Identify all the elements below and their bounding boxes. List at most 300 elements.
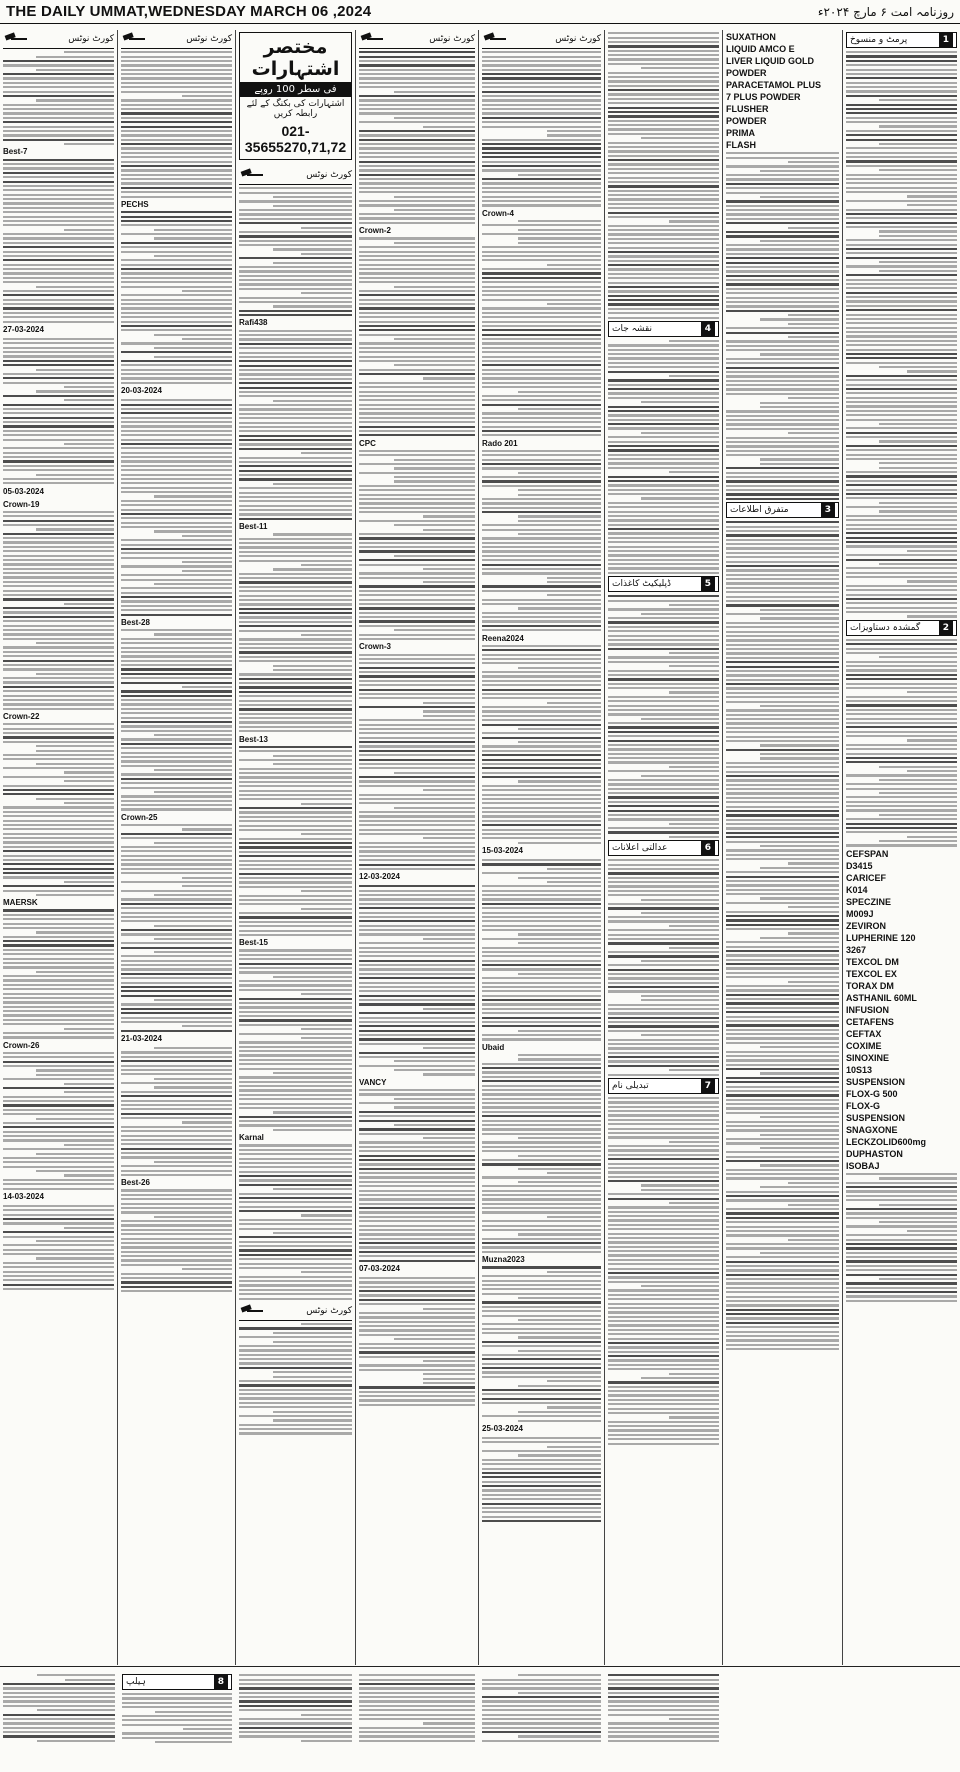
text-line <box>36 1069 114 1071</box>
text-line <box>482 754 601 756</box>
text-line <box>608 608 719 610</box>
text-line <box>121 268 232 270</box>
text-line <box>121 1286 232 1288</box>
text-line <box>359 178 475 180</box>
text-line <box>846 1256 957 1258</box>
text-line <box>482 1194 601 1196</box>
text-line <box>482 1468 601 1470</box>
text-line <box>726 985 839 987</box>
text-line <box>726 165 839 167</box>
text-line <box>846 392 957 394</box>
text-line <box>482 1345 601 1347</box>
text-line <box>121 161 232 163</box>
text-line <box>3 139 114 141</box>
text-line <box>239 1293 352 1295</box>
text-line <box>641 432 719 434</box>
text-line <box>182 877 232 879</box>
text-line <box>726 1107 839 1109</box>
text-line <box>760 1164 839 1166</box>
text-line <box>301 993 352 995</box>
text-line <box>64 780 114 782</box>
text-line <box>3 478 114 480</box>
text-line <box>726 924 839 926</box>
text-line <box>846 1186 957 1188</box>
text-line <box>669 925 719 927</box>
text-line <box>273 669 352 671</box>
text-line <box>482 1111 601 1113</box>
text-line <box>907 204 957 206</box>
text-line <box>608 111 719 113</box>
text-line <box>608 454 719 456</box>
text-line <box>121 178 232 180</box>
text-line <box>3 695 114 697</box>
text-line <box>359 134 475 136</box>
text-line <box>3 202 114 204</box>
text-line <box>608 124 719 126</box>
ad-box-phone: 021-35655270,71,72 <box>244 123 347 155</box>
text-line <box>359 785 475 787</box>
text-line <box>482 1511 601 1513</box>
text-line <box>846 471 957 473</box>
text-line <box>726 1247 839 1249</box>
text-line <box>608 41 719 43</box>
text-line <box>846 1182 957 1184</box>
text-line <box>394 117 475 119</box>
text-line <box>608 1272 719 1274</box>
text-line <box>359 590 475 592</box>
text-line <box>846 314 957 316</box>
text-line <box>608 810 719 812</box>
text-line <box>608 1206 719 1208</box>
text-line <box>359 594 475 596</box>
text-line <box>36 1240 114 1242</box>
text-line <box>239 555 352 557</box>
text-line <box>359 990 475 992</box>
text-line <box>726 530 839 532</box>
text-line <box>608 423 719 425</box>
text-line <box>3 1006 114 1008</box>
text-line <box>239 347 352 349</box>
text-line <box>359 599 475 601</box>
text-line <box>482 233 601 235</box>
product-name: CETAFENS <box>846 1016 894 1027</box>
text-line <box>482 121 601 123</box>
text-line <box>121 513 232 515</box>
text-line <box>518 942 601 944</box>
text-line <box>608 1052 719 1054</box>
text-line <box>608 1351 719 1353</box>
text-line <box>726 959 839 961</box>
text-line <box>608 506 719 508</box>
case-tag: Best-15 <box>239 938 268 948</box>
text-line <box>608 1338 719 1340</box>
text-line <box>3 664 114 666</box>
text-line <box>239 330 352 332</box>
text-line <box>760 1072 839 1074</box>
text-line <box>239 949 352 951</box>
text-line <box>239 1085 352 1087</box>
text-line <box>608 410 719 412</box>
text-line <box>359 454 475 456</box>
text-line <box>239 518 352 520</box>
product-name: FLUSHER <box>726 104 769 114</box>
text-line <box>547 594 601 596</box>
text-line <box>239 457 352 459</box>
text-line <box>121 651 232 653</box>
text-line <box>359 811 475 813</box>
text-line <box>3 404 114 406</box>
text-line <box>239 1327 352 1329</box>
text-line <box>121 522 232 524</box>
text-line <box>482 1485 601 1487</box>
text-line <box>846 652 957 654</box>
text-line <box>608 1692 719 1694</box>
text-line <box>846 726 957 728</box>
text-line <box>3 1157 114 1159</box>
text-line <box>359 947 475 949</box>
text-line <box>359 152 475 154</box>
text-line <box>846 1300 957 1302</box>
text-line <box>482 421 601 423</box>
text-line <box>518 1385 601 1387</box>
text-line <box>726 797 839 799</box>
text-line <box>726 1199 839 1201</box>
text-line <box>359 929 475 931</box>
text-line <box>36 1153 114 1155</box>
text-line <box>121 165 232 167</box>
text-line <box>121 920 232 922</box>
text-line <box>3 1262 114 1264</box>
text-line <box>239 297 352 299</box>
text-line <box>608 630 719 632</box>
text-line <box>608 1390 719 1392</box>
text-line <box>359 1150 475 1152</box>
text-line <box>239 1709 352 1711</box>
text-line <box>239 1358 352 1360</box>
text-line <box>608 229 719 231</box>
text-line <box>3 255 114 257</box>
text-line <box>3 846 114 848</box>
text-line <box>121 916 232 918</box>
text-line <box>608 964 719 966</box>
text-line <box>359 56 475 58</box>
text-line <box>3 86 114 88</box>
product-name: 10S13 <box>846 1064 873 1075</box>
text-line <box>482 1124 601 1126</box>
text-line <box>301 253 352 255</box>
text-line <box>359 303 475 305</box>
text-line <box>3 382 114 384</box>
text-line <box>482 1393 601 1395</box>
text-line <box>608 757 719 759</box>
text-line <box>154 347 232 349</box>
text-line <box>482 338 601 340</box>
text-line <box>3 1096 114 1098</box>
ad-box-title: مختصر اشتہارات <box>251 36 340 80</box>
text-line <box>482 426 601 428</box>
text-line <box>608 903 719 905</box>
text-line <box>239 1696 352 1698</box>
text-line <box>482 732 601 734</box>
text-line <box>359 1233 475 1235</box>
text-line <box>359 1404 475 1406</box>
text-line <box>726 521 839 523</box>
text-line <box>608 868 719 870</box>
text-line <box>669 471 719 473</box>
text-line <box>359 1159 475 1161</box>
product-name: SNAGXONE <box>846 1124 898 1135</box>
text-line <box>482 833 601 835</box>
gavel-icon <box>121 32 147 46</box>
text-line <box>518 780 601 782</box>
text-line <box>359 108 475 110</box>
text-line <box>359 382 475 384</box>
text-line <box>154 255 232 257</box>
text-line <box>3 421 114 423</box>
text-line <box>423 710 475 712</box>
text-line <box>726 375 839 377</box>
text-line <box>518 933 601 935</box>
text-line <box>726 393 839 395</box>
text-line <box>121 91 232 93</box>
party-name: Rafi438 <box>239 318 268 328</box>
text-line <box>121 169 232 171</box>
text-line <box>122 1715 232 1717</box>
text-line <box>788 932 839 934</box>
text-line <box>608 1311 719 1313</box>
text-line <box>726 613 839 615</box>
text-line <box>482 524 601 526</box>
text-line <box>482 161 601 163</box>
text-line <box>726 1226 839 1228</box>
text-line <box>726 714 839 716</box>
product-name: SUXATHON <box>726 32 776 42</box>
text-line <box>239 1245 352 1247</box>
text-line <box>482 1067 601 1069</box>
text-line <box>846 643 957 645</box>
text-line <box>482 599 601 601</box>
text-line <box>608 72 719 74</box>
text-line <box>239 1349 352 1351</box>
text-line <box>518 1411 601 1413</box>
text-line <box>608 406 719 408</box>
text-line <box>3 686 114 688</box>
text-line <box>726 622 839 624</box>
text-line <box>121 787 232 789</box>
text-line <box>726 928 839 930</box>
text-line <box>359 1727 475 1729</box>
case-tag: Best-7 <box>3 147 28 157</box>
text-line <box>121 152 232 154</box>
text-line <box>482 1494 601 1496</box>
text-line <box>121 147 232 149</box>
text-line <box>608 419 719 421</box>
text-line <box>547 1172 601 1174</box>
text-line <box>121 1104 232 1106</box>
text-line <box>3 944 114 946</box>
text-line <box>121 955 232 957</box>
text-line <box>608 1219 719 1221</box>
text-line <box>239 1081 352 1083</box>
text-line <box>726 591 839 593</box>
text-line <box>182 686 232 688</box>
text-line <box>518 408 601 410</box>
text-line <box>239 656 352 658</box>
text-line <box>846 86 957 88</box>
text-line <box>907 370 957 372</box>
text-line <box>760 744 839 746</box>
text-line <box>608 155 719 157</box>
text-line <box>608 1346 719 1348</box>
text-line <box>359 395 475 397</box>
text-line <box>121 1242 232 1244</box>
text-line <box>359 356 475 358</box>
text-line <box>121 1174 232 1176</box>
text-line <box>726 762 839 764</box>
text-line <box>121 182 232 184</box>
text-line <box>482 290 601 292</box>
text-line <box>482 312 601 314</box>
text-line <box>3 690 114 692</box>
text-line <box>359 426 475 428</box>
text-line <box>423 515 475 517</box>
text-line <box>726 849 839 851</box>
text-line <box>608 1132 719 1134</box>
text-line <box>726 946 839 948</box>
text-line <box>239 1103 352 1105</box>
text-line <box>518 1735 601 1737</box>
text-line <box>359 1321 475 1323</box>
text-line <box>879 366 957 368</box>
text-line <box>239 1700 352 1702</box>
text-line <box>3 620 114 622</box>
text-line <box>3 793 114 795</box>
text-line <box>3 465 114 467</box>
text-line <box>608 1237 719 1239</box>
text-line <box>3 1135 114 1137</box>
text-line <box>239 373 352 375</box>
text-line <box>121 933 232 935</box>
text-line <box>36 286 114 288</box>
text-line <box>482 476 601 478</box>
text-line <box>482 1696 601 1698</box>
text-line <box>3 112 114 114</box>
text-line <box>482 625 601 627</box>
text-line <box>301 1214 352 1216</box>
text-line <box>726 1256 839 1258</box>
text-line <box>3 1052 114 1054</box>
text-line <box>846 432 957 434</box>
text-line <box>273 400 352 402</box>
text-line <box>239 1210 352 1212</box>
text-line <box>3 885 114 887</box>
text-line <box>239 612 352 614</box>
text-line <box>239 266 352 268</box>
gavel-icon <box>239 1304 265 1318</box>
text-line <box>726 1195 839 1197</box>
text-line <box>359 546 475 548</box>
text-line <box>482 564 601 566</box>
text-line <box>608 1259 719 1261</box>
text-line <box>3 268 114 270</box>
text-line <box>359 1220 475 1222</box>
text-line <box>608 344 719 346</box>
text-line <box>239 989 352 991</box>
text-line <box>36 931 114 933</box>
text-line <box>482 1714 601 1716</box>
text-line <box>64 51 114 53</box>
text-line <box>359 417 475 419</box>
text-line <box>608 748 719 750</box>
text-line <box>788 323 839 325</box>
text-line <box>846 683 957 685</box>
text-line <box>64 229 114 231</box>
text-line <box>273 1072 352 1074</box>
text-line <box>608 414 719 416</box>
text-line <box>482 498 601 500</box>
text-line <box>608 643 719 645</box>
text-line <box>608 286 719 288</box>
text-line <box>239 365 352 367</box>
text-line <box>726 534 839 536</box>
text-line <box>3 233 114 235</box>
text-line <box>726 441 839 443</box>
text-line <box>239 430 352 432</box>
text-line <box>608 1246 719 1248</box>
text-line <box>121 773 232 775</box>
text-line <box>608 242 719 244</box>
text-line <box>726 884 839 886</box>
text-line <box>608 761 719 763</box>
text-line <box>846 401 957 403</box>
text-line <box>726 1037 839 1039</box>
text-line <box>482 872 601 874</box>
text-line <box>482 1415 601 1417</box>
text-line <box>608 1149 719 1151</box>
text-line <box>482 1021 601 1023</box>
text-line <box>608 532 719 534</box>
case-tag: Crown-26 <box>3 1040 40 1050</box>
text-line <box>482 982 601 984</box>
party-name: Reena2024 <box>482 633 524 643</box>
text-line <box>726 1326 839 1328</box>
text-line <box>518 728 601 730</box>
text-line <box>3 767 114 769</box>
text-line <box>482 1246 601 1248</box>
text-line <box>3 211 114 213</box>
text-line <box>482 925 601 927</box>
text-line <box>3 520 114 522</box>
text-line <box>121 721 232 723</box>
text-line <box>154 1078 232 1080</box>
text-line <box>239 678 352 680</box>
text-line <box>3 373 114 375</box>
text-line <box>482 178 601 180</box>
text-line <box>879 840 957 842</box>
text-line <box>608 1329 719 1331</box>
text-line <box>726 1156 839 1158</box>
text-line <box>879 510 957 512</box>
text-line <box>726 1059 839 1061</box>
text-line <box>482 815 601 817</box>
product-name: PRIMA <box>726 128 755 138</box>
text-line <box>121 187 232 189</box>
text-line <box>482 654 601 656</box>
text-line <box>121 804 232 806</box>
text-line <box>846 818 957 820</box>
text-line <box>121 82 232 84</box>
text-line <box>760 318 839 320</box>
